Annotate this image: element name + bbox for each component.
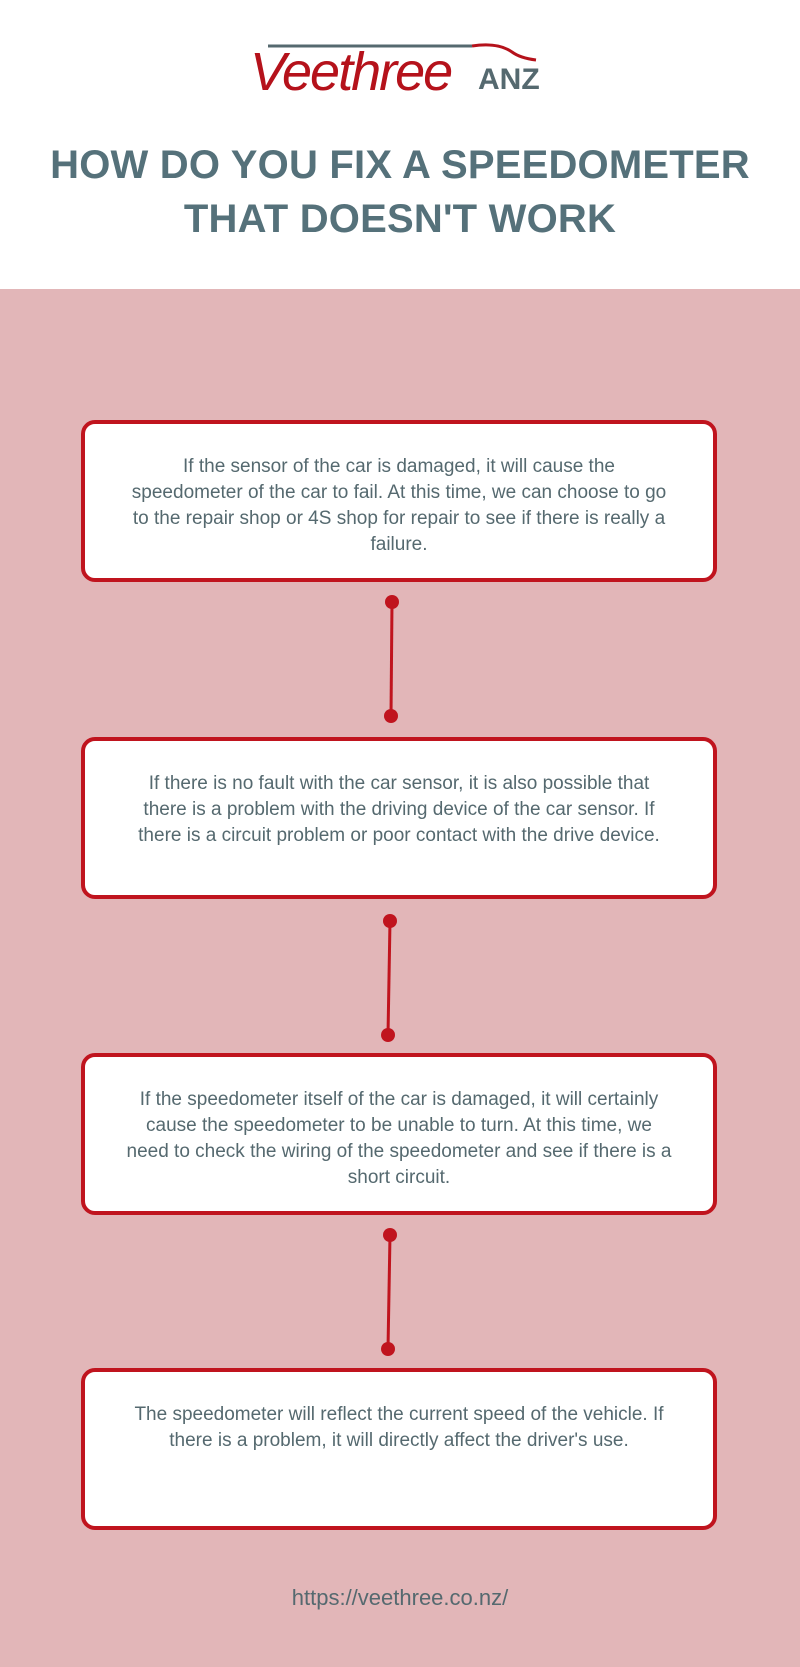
steps-panel — [0, 289, 800, 1667]
connector-dot-icon — [383, 1228, 397, 1242]
title-line-2: THAT DOESN'T WORK — [183, 197, 617, 241]
step-text: If there is no fault with the car sensor, it is also possible that there is a problem with the driving device of the car sensor. If there is a circuit problem or poor contact with the drive device. — [138, 773, 660, 846]
step-card-1 — [81, 420, 717, 582]
step-card-4 — [81, 1368, 717, 1530]
connector-2 — [381, 914, 397, 1042]
connector-3 — [381, 1228, 397, 1356]
website-link[interactable]: https://veethree.co.nz/ — [291, 1585, 509, 1610]
step-card-3 — [81, 1053, 717, 1215]
connector-dot-icon — [384, 709, 398, 723]
page-title — [30, 138, 770, 246]
logo-wordmark: Veethree — [250, 42, 452, 102]
header — [0, 0, 800, 289]
step-text: If the speedometer itself of the car is damaged, it will certainly cause the speedometer to be unable to turn. At this time, we need to check the wiring of the speedometer and see if there is a short circuit. — [126, 1089, 672, 1188]
connector-dot-icon — [385, 595, 399, 609]
connector-1 — [384, 595, 399, 723]
connector-dot-icon — [381, 1342, 395, 1356]
step-text: If the sensor of the car is damaged, it will cause the speedometer of the car to fail. At this time, we can choose to go to the repair shop or 4S shop for repair to see if there is really a failure. — [131, 456, 667, 555]
logo-suffix: ANZ — [478, 63, 540, 96]
veethree-logo[interactable] — [250, 40, 550, 104]
step-text: The speedometer will reflect the current speed of the vehicle. If there is a problem, it will directly affect the driver's use. — [134, 1404, 664, 1451]
step-card-2 — [81, 737, 717, 899]
connector-dot-icon — [383, 914, 397, 928]
title-line-1: HOW DO YOU FIX A SPEEDOMETER — [50, 143, 750, 187]
connector-dot-icon — [381, 1028, 395, 1042]
